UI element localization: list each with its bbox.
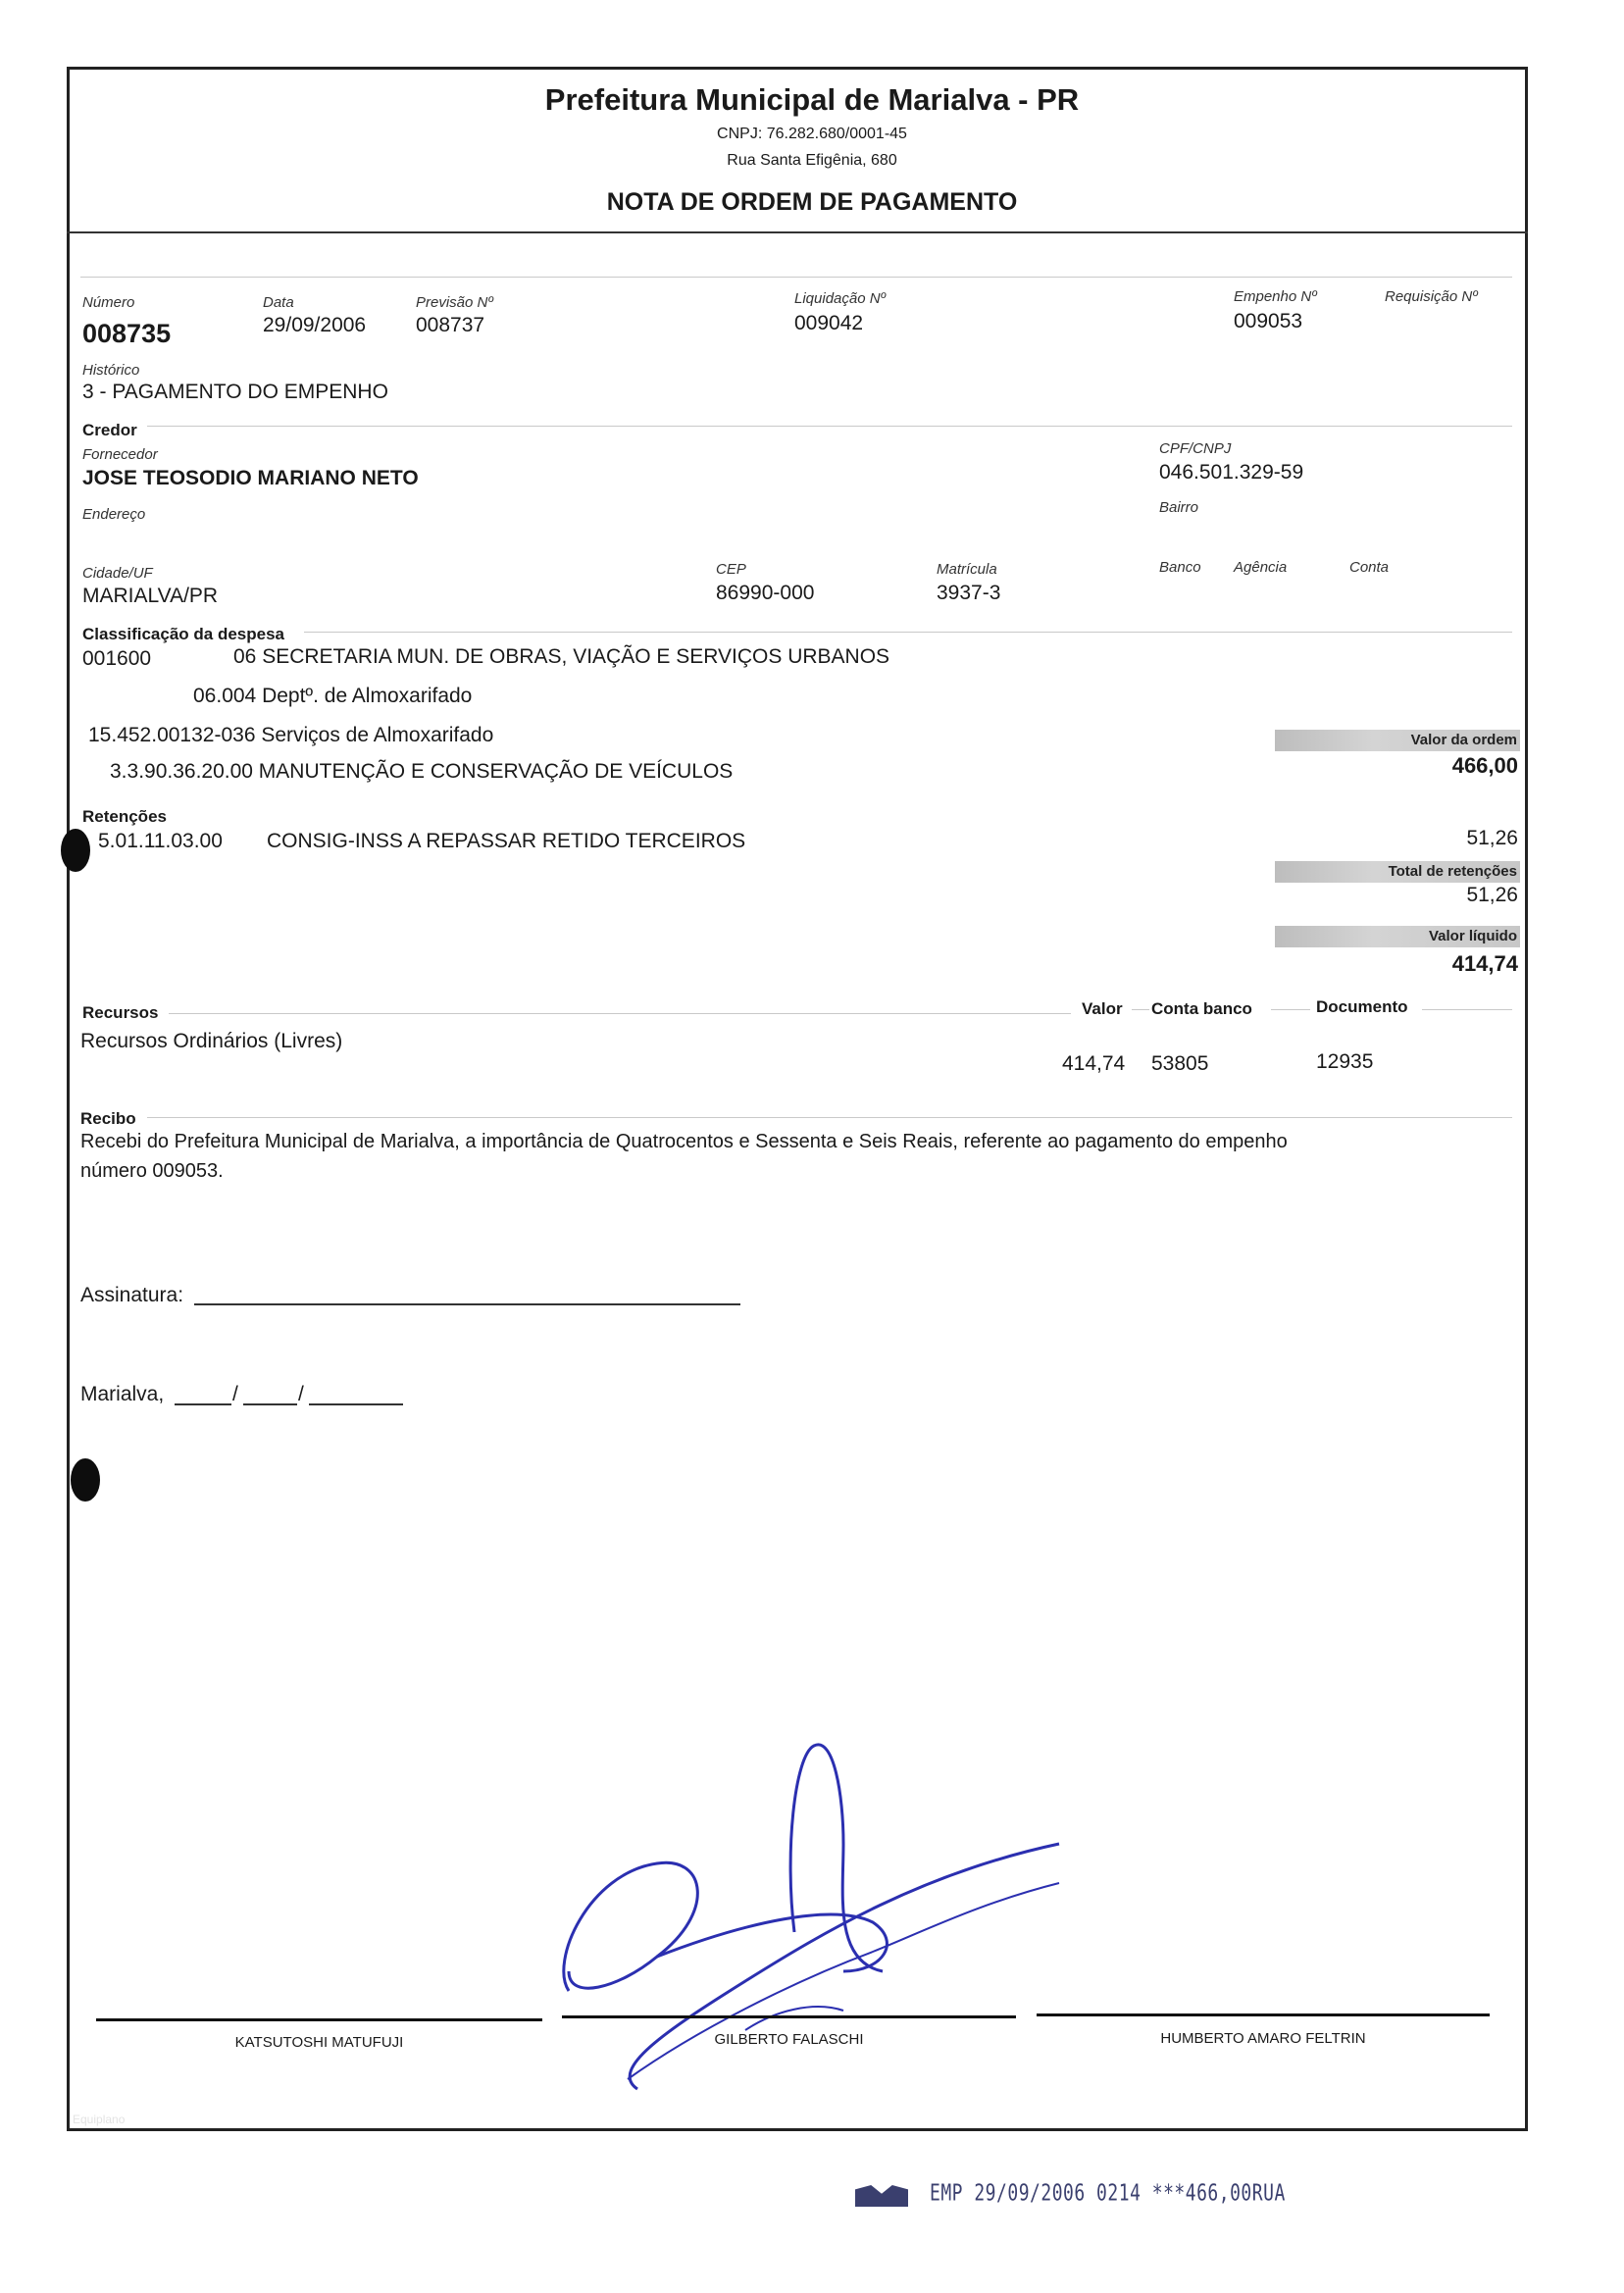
agencia-label: Agência bbox=[1234, 559, 1288, 576]
matricula-label: Matrícula bbox=[937, 561, 997, 578]
marialva-label: Marialva, bbox=[80, 1383, 165, 1405]
previsao-label: Previsão Nº bbox=[416, 294, 493, 311]
recursos-valor-header: Valor bbox=[1082, 999, 1123, 1018]
matricula-value: 3937-3 bbox=[937, 582, 1001, 604]
retencao-value: 51,26 bbox=[1466, 827, 1518, 849]
recursos-conta-header: Conta banco bbox=[1151, 999, 1252, 1018]
valor-liquido-label: Valor líquido bbox=[1275, 926, 1520, 947]
retencao-code: 5.01.11.03.00 bbox=[98, 830, 223, 852]
historico-label: Histórico bbox=[82, 362, 140, 379]
signatory-1: KATSUTOSHI MATUFUJI bbox=[234, 2034, 404, 2051]
requisicao-label: Requisição Nº bbox=[1385, 288, 1478, 305]
date-blank-month bbox=[243, 1403, 297, 1405]
recursos-conta: 53805 bbox=[1151, 1052, 1209, 1075]
retencoes-section: Retenções bbox=[82, 807, 167, 826]
previsao-value: 008737 bbox=[416, 314, 485, 336]
liquidacao-value: 009042 bbox=[794, 312, 864, 334]
recursos-rule-3 bbox=[1271, 1009, 1310, 1010]
liquidacao-label: Liquidação Nº bbox=[794, 290, 887, 307]
retencao-desc: CONSIG-INSS A REPASSAR RETIDO TERCEIROS bbox=[267, 830, 746, 852]
header-cnpj: CNPJ: 76.282.680/0001-45 bbox=[717, 126, 907, 142]
punch-hole-bottom bbox=[71, 1458, 100, 1502]
valor-ordem-value: 466,00 bbox=[1451, 753, 1518, 778]
cep-label: CEP bbox=[716, 561, 746, 578]
recursos-valor: 414,74 bbox=[1062, 1052, 1126, 1075]
signature-line-1 bbox=[96, 2018, 542, 2021]
recursos-documento-header: Documento bbox=[1316, 997, 1408, 1016]
classificacao-line2: 06.004 Deptº. de Almoxarifado bbox=[193, 685, 473, 707]
cpf-label: CPF/CNPJ bbox=[1159, 440, 1232, 457]
cpf-value: 046.501.329-59 bbox=[1159, 461, 1304, 484]
assinatura-line bbox=[194, 1303, 740, 1305]
signatory-2: GILBERTO FALASCHI bbox=[714, 2031, 864, 2048]
recibo-text-1: Recebi do Prefeitura Municipal de Marialva, a importância de Quatrocentos e Sessenta e Seis Reais, referente ao pagamento do empenho bbox=[80, 1131, 1288, 1152]
date-separator-2: / bbox=[298, 1383, 304, 1405]
header-address: Rua Santa Efigênia, 680 bbox=[727, 152, 897, 169]
date-blank-day bbox=[175, 1403, 231, 1405]
page-title: Prefeitura Municipal de Marialva - PR bbox=[544, 82, 1080, 117]
valor-liquido-value: 414,74 bbox=[1451, 951, 1518, 976]
ids-rule bbox=[80, 277, 1512, 278]
recursos-rule-2 bbox=[1132, 1009, 1149, 1010]
document-title: NOTA DE ORDEM DE PAGAMENTO bbox=[606, 188, 1018, 216]
signatory-3: HUMBERTO AMARO FELTRIN bbox=[1160, 2030, 1366, 2047]
cidade-label: Cidade/UF bbox=[82, 565, 153, 582]
data-label: Data bbox=[263, 294, 294, 311]
credor-section: Credor bbox=[82, 421, 137, 439]
recibo-rule bbox=[147, 1117, 1512, 1118]
punch-hole-top bbox=[61, 829, 90, 872]
footer-watermark: Equiplano bbox=[73, 2113, 126, 2126]
bank-logo-icon bbox=[855, 2185, 908, 2207]
classificacao-section: Classificação da despesa bbox=[82, 625, 285, 643]
fornecedor-label: Fornecedor bbox=[82, 446, 158, 463]
classificacao-rule bbox=[304, 632, 1512, 633]
classificacao-line1: 06 SECRETARIA MUN. DE OBRAS, VIAÇÃO E SERVIÇOS URBANOS bbox=[233, 645, 890, 668]
cep-value: 86990-000 bbox=[716, 582, 815, 604]
data-value: 29/09/2006 bbox=[263, 314, 367, 336]
numero-value: 008735 bbox=[82, 319, 172, 348]
recursos-desc: Recursos Ordinários (Livres) bbox=[80, 1030, 343, 1052]
cidade-value: MARIALVA/PR bbox=[82, 585, 219, 607]
conta-label: Conta bbox=[1349, 559, 1390, 576]
recursos-section: Recursos bbox=[82, 1003, 159, 1022]
recibo-text-2: número 009053. bbox=[80, 1160, 224, 1182]
recursos-documento: 12935 bbox=[1316, 1050, 1374, 1073]
signature-line-2 bbox=[562, 2015, 1016, 2018]
date-separator-1: / bbox=[232, 1383, 238, 1405]
assinatura-label: Assinatura: bbox=[80, 1284, 184, 1306]
recursos-rule bbox=[169, 1013, 1071, 1014]
header-divider bbox=[67, 231, 1528, 233]
fornecedor-value: JOSE TEOSODIO MARIANO NETO bbox=[82, 467, 419, 489]
banco-label: Banco bbox=[1159, 559, 1201, 576]
total-retencoes-value: 51,26 bbox=[1466, 884, 1518, 906]
classificacao-code: 001600 bbox=[82, 647, 152, 670]
bank-stamp: EMP 29/09/2006 0214 ***466,00RUA bbox=[930, 2179, 1286, 2208]
credor-rule bbox=[147, 426, 1512, 427]
valor-ordem-label: Valor da ordem bbox=[1275, 730, 1520, 751]
recursos-rule-4 bbox=[1422, 1009, 1512, 1010]
historico-value: 3 - PAGAMENTO DO EMPENHO bbox=[82, 381, 388, 403]
numero-label: Número bbox=[82, 294, 135, 311]
recibo-section: Recibo bbox=[80, 1109, 136, 1128]
endereco-label: Endereço bbox=[82, 506, 146, 523]
signature-line-3 bbox=[1037, 2013, 1490, 2016]
empenho-label: Empenho Nº bbox=[1234, 288, 1317, 305]
classificacao-line3: 15.452.00132-036 Serviços de Almoxarifado bbox=[88, 724, 494, 746]
empenho-value: 009053 bbox=[1234, 310, 1303, 332]
total-retencoes-label: Total de retenções bbox=[1275, 861, 1520, 883]
date-blank-year bbox=[309, 1403, 403, 1405]
bairro-label: Bairro bbox=[1159, 499, 1199, 516]
classificacao-line4: 3.3.90.36.20.00 MANUTENÇÃO E CONSERVAÇÃO DE VEÍCULOS bbox=[110, 760, 734, 783]
